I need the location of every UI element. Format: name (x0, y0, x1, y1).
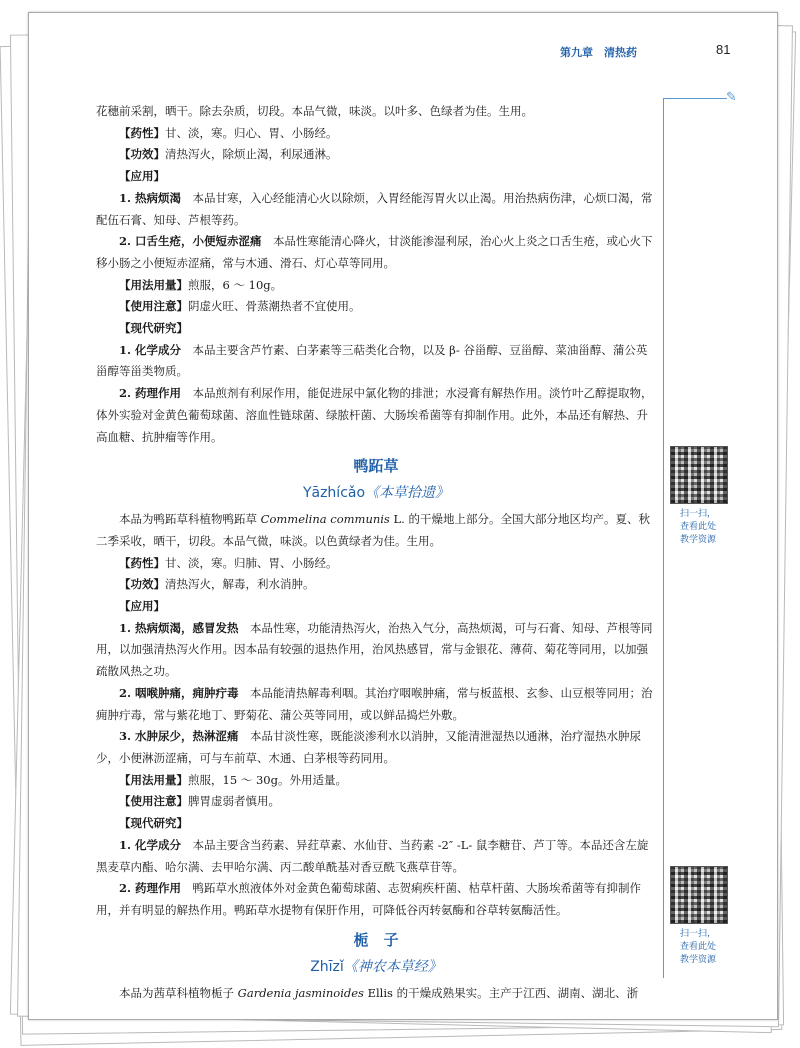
paragraph: 2. 药理作用 鸭跖草水煎液体外对金黄色葡萄球菌、志贺痢疾杆菌、枯草杆菌、大肠埃希菌等有抑制作用，并有明显的解热作用。鸭跖草水提物有保肝作用，可降低谷丙转氨酶和谷草转氨酶活性。 (96, 881, 642, 917)
effect-line: 【功效】清热泻火，解毒，利水消肿。 (119, 577, 315, 592)
qr-code-icon[interactable] (670, 446, 728, 504)
paragraph: 2. 药理作用 本品煎剂有利尿作用，能促进尿中氯化物的排泄；水浸膏有解热作用。淡竹叶乙醇提取物，体外实验对金黄色葡萄球菌、溶血性链球菌、绿脓杆菌、大肠埃希菌等有抑制作用。此外，本品还有解热、升高血糖、抗肿瘤等作用。 (96, 386, 653, 444)
paragraph: 3. 水肿尿少，热淋涩痛 本品甘淡性寒，既能淡渗利水以消肿，又能清泄湿热以通淋，治疗湿热水肿尿少，小便淋沥涩痛，可与车前草、木通、白茅根等药同用。 (96, 729, 642, 765)
section-label: 【现代研究】 (119, 321, 188, 336)
caution-line: 【使用注意】阴虚火旺、骨蒸潮热者不宜使用。 (119, 299, 361, 314)
property-line: 【药性】甘、淡，寒。归心、胃、小肠经。 (119, 125, 338, 140)
paragraph: 1. 热病烦渴 本品甘寒，入心经能清心火以除烦，入胃经能泻胃火以止渴。用治热病伤津，心烦口渴，常配伍石膏、知母、芦根等药。 (96, 190, 653, 227)
paragraph: 花穗前采割，晒干。除去杂质，切段。本品气微，味淡。以叶多、色绿者为佳。生用。 (96, 104, 533, 118)
paragraph: 1. 化学成分 本品主要含芦竹素、白茅素等三萜类化合物，以及 β- 谷甾醇、豆甾醇、菜油甾醇、蒲公英甾醇等甾类物质。 (96, 342, 648, 379)
qr-code-icon[interactable] (670, 866, 728, 924)
dosage-line: 【用法用量】煎服，15 ～ 30g。外用适量。 (119, 772, 347, 787)
property-line: 【药性】甘、淡，寒。归肺、胃、小肠经。 (119, 555, 338, 570)
paragraph: 2. 咽喉肿痛，痈肿疔毒 本品能清热解毒利咽。其治疗咽喉肿痛，常与板蓝根、玄参、山豆根等同用；治痈肿疔毒，常与紫花地丁、野菊花、蒲公英等同用，或以鲜品捣烂外敷。 (96, 685, 653, 722)
page-number: 81 (716, 42, 731, 57)
herb-pinyin: Yāzhícǎo《本草拾遗》 (302, 485, 450, 502)
page-body (96, 101, 656, 1004)
qr-caption: 扫一扫， 查看此处 教学资源 (679, 929, 716, 965)
herb-title: 鸭跖草 (353, 457, 399, 476)
section-label: 【应用】 (119, 169, 165, 184)
paragraph: 本品为茜草科植物栀子 Gardenia jasminoides Ellis 的干燥成熟果实。主产于江西、湖南、湖北、浙 (119, 985, 639, 1000)
section-label: 【现代研究】 (119, 816, 188, 831)
effect-line: 【功效】清热泻火，除烦止渴，利尿通淋。 (119, 147, 338, 162)
paragraph: 本品为鸭跖草科植物鸭跖草 Commelina communis L. 的干燥地上部分。全国大部分地区均产。夏、秋二季采收，晒干，切段。本品气微，味淡。以色黄绿者为佳。生用。 (96, 512, 650, 548)
pen-icon: ✎ (726, 90, 737, 105)
chapter-header: 第九章 清热药 (560, 46, 637, 59)
caution-line: 【使用注意】脾胃虚弱者慎用。 (119, 794, 280, 809)
margin-note-rule-top (663, 98, 727, 99)
section-label: 【应用】 (119, 599, 165, 614)
herb-title: 栀 子 (353, 930, 399, 949)
herb-pinyin: Zhīzǐ《神农本草经》 (310, 958, 442, 975)
paragraph: 2. 口舌生疮，小便短赤涩痛 本品性寒能清心降火，甘淡能渗湿利尿，治心火上炎之口舌生疮，或心火下移小肠之小便短赤涩痛，常与木通、滑石、灯心草等同用。 (96, 234, 653, 270)
qr-caption: 扫一扫， 查看此处 教学资源 (679, 509, 716, 545)
dosage-line: 【用法用量】煎服，6 ～ 10g。 (119, 277, 283, 292)
paragraph: 1. 化学成分 本品主要含当药素、异荭草素、水仙苷、当药素 -2″ -L- 鼠李糖苷、芦丁等。本品还含左旋黑麦草内酯、哈尔满、去甲哈尔满、丙二酸单酰基对香豆酰飞燕草苷等。 (96, 837, 649, 874)
paragraph: 1. 热病烦渴，感冒发热 本品性寒，功能清热泻火，治热入气分，高热烦渴，可与石膏、知母、芦根等同用，以加强清热泻火作用。因本品有较强的退热作用，治风热感冒，常与金银花、薄荷、菊花等同用，以加强疏散风热之功。 (96, 620, 653, 679)
